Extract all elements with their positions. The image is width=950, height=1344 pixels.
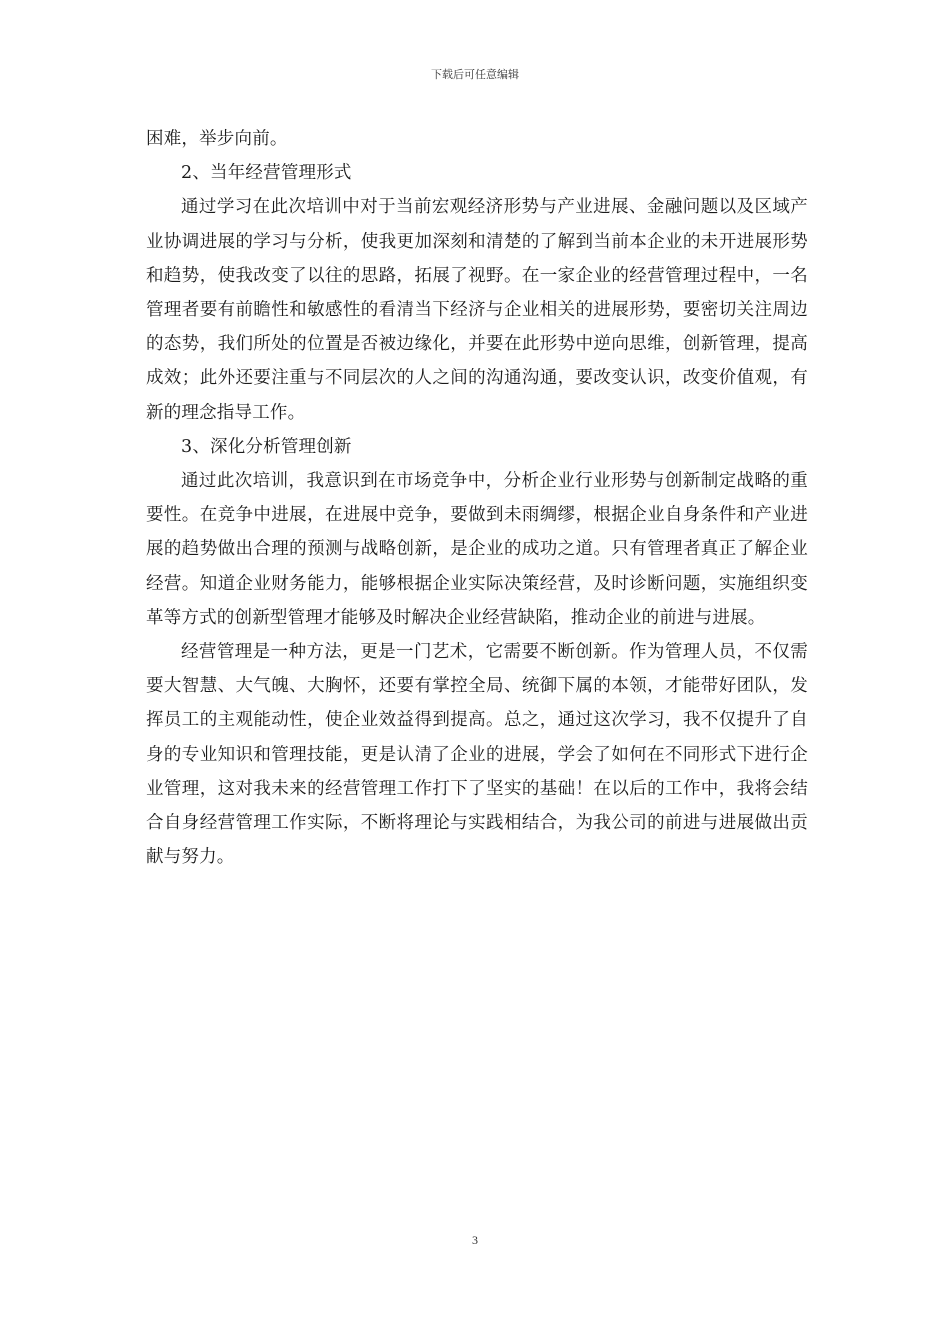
paragraph-business-situation: 通过学习在此次培训中对于当前宏观经济形势与产业进展、金融问题以及区域产业协调进展的学习与分析，使我更加深刻和清楚的了解到当前本企业的未开进展形势和趋势，使我改变了以往的思路，拓展了视野。在一家企业的经营管理过程中，一名管理者要有前瞻性和敏感性的看清当下经济与企业相关的进展形势，要密切关注周边的态势，我们所处的位置是否被边缘化，并要在此形势中逆向思维，创新管理，提高成效；此外还要注重与不同层次的人之间的沟通沟通，要改变认识，改变价值观，有新的理念指导工作。 — [146, 197, 808, 423]
paragraph-continuation: 困难，举步向前。 — [146, 129, 288, 149]
section-heading-3: 3、深化分析管理创新 — [181, 436, 352, 457]
paragraph-conclusion: 经营管理是一种方法，更是一门艺术，它需要不断创新。作为管理人员，不仅需要大智慧、大气魄、大胸怀，还要有掌控全局、统御下属的本领，才能带好团队，发挥员工的主观能动性，使企业效益得到提高。总之，通过这次学习，我不仅提升了自身的专业知识和管理技能，更是认清了企业的进展，学会了如何在不同形式下进行企业管理，这对我未来的经营管理工作打下了坚实的基础！在以后的工作中，我将会结合自身经营管理工作实际，不断将理论与实践相结合，为我公司的前进与进展做出贡献与努力。 — [146, 642, 808, 868]
page-header: 下载后可任意编辑 — [431, 68, 519, 81]
document-body — [146, 122, 808, 874]
paragraph-management-innovation: 通过此次培训，我意识到在市场竞争中，分析企业行业形势与创新制定战略的重要性。在竞争中进展，在进展中竞争，要做到未雨绸缪，根据企业自身条件和产业进展的趋势做出合理的预测与战略创新，是企业的成功之道。只有管理者真正了解企业经营。知道企业财务能力，能够根据企业实际决策经营，及时诊断问题，实施组织变革等方式的创新型管理才能够及时解决企业经营缺陷，推动企业的前进与进展。 — [146, 471, 808, 628]
section-heading-2: 2、当年经营管理形式 — [181, 163, 352, 184]
page-number: 3 — [472, 1233, 478, 1247]
